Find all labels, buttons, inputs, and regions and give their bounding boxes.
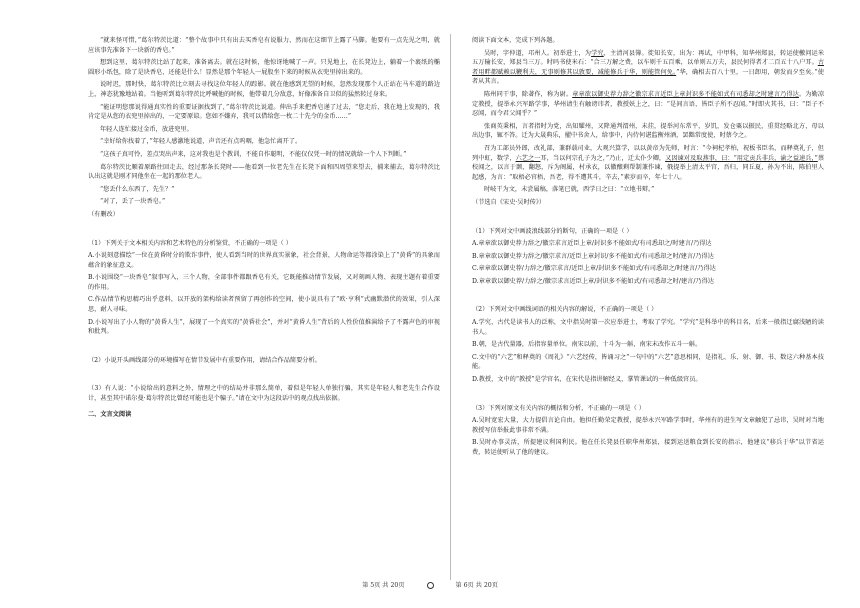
question-3: （3）下列对原文有关内容的概括和分析，不正确的一项是（ ） — [472, 404, 645, 412]
question-2: （2）下列对文中画线词语的相关内容的解说，不正确的一项是（ ） — [472, 306, 658, 314]
story-paragraph: “幸好给你找着了，”年轻人感激地说道，声音还有点呜咽，他急忙离开了。 — [100, 138, 302, 146]
right-page-number: 第 6页 共 20页 — [455, 582, 498, 589]
option-d: D.章章欲以御史荐/力辞之/徽宗求言近臣上章/封识多不能如式/有司悉却之时/建言/乃得达 — [472, 277, 714, 285]
question-3: （3）有人说：“小说给出的意料之外，情理之中的结局并非那么简单，着似是年轻人单独行骗，其实是年轻人和老先生合作设计，甚至其中诺尔曼·葛尔特茨比曾经可能也是个骗子。”请在文中为这段话中的观点找出依据。 — [88, 385, 440, 403]
option-b: B.小说围绕“一块香皂”叙事写入，三个人物，全部事件都跟香皂有关，它既能推动情节发展，又对刻画人物、表现主题有着重要的作用。 — [88, 274, 440, 291]
story-paragraph: 说时迟，那时快，葛尔特茨比立刻去寻找这位年轻人的踪影。就在他感到无望的时候，忽然发现那个人正站在马车道的路边上，神态犹豫地站着。当他听到葛尔特茨比呼喊他的时候，他带着几分敌意，好像准备自卫似的猛然转过身来。 — [88, 81, 440, 98]
left-page-number: 第 5页 共 20页 — [362, 582, 405, 589]
option-d: D.小说写出了小人物的“黄昏人生”，展现了一个真实的“黄昏社会”，并对“黄昏人生”背后的人性价值推演给予了不露声色的审视和批判。 — [88, 318, 440, 336]
classical-paragraph: 召为工部员外郎，改礼部，兼群载司业，大观兴算学，以以黄帝为先师，时言：“今祠杞孝柏，祝板书臣名，而释奠礼子，但列中虹，数学，六艺之一耳，当以何宗孔子为之，”乃止，迁太仆少卿，又因谏对及取燕事，曰：“用定贡兵非兵，渝之益速兵，”蔡校闻之，以言于颞，翻怒，斥为阁属，村承衣，以徽酿剩帮制兼作谏，俄提举上清太平宫，吾归，同丘夏，孙为不出，陈伯里人起感，为言：“取梧必官梧，吾老，得不遭其斗，辛去，”素岁而卒，年七十八。 — [472, 144, 825, 181]
story-paragraph: “能证明您那说得通真实性的重要证据找到了，”葛尔特茨比说道。伸出手来把香皂递了过去，“您走后，我在地上发现的，我肯定是从您的衣兜里掉出的，一定要原谅。您如不嫌弃，我可以借给您一枚二十先令的金币……” — [88, 103, 440, 121]
option-c: C.文中的“六艺”和释奠的《周礼》“六艺经传，皆诵习之”一句中的“六艺”意思相同，是指礼、乐、射、御、书、数这六种基本技能。 — [472, 353, 824, 371]
story-paragraph: “您丢什么东西了，先生？” — [100, 185, 175, 193]
reading-instruction: 阅读下面文本，完成下列各题。 — [472, 37, 559, 44]
left-column — [88, 36, 440, 422]
underlined-sentence: 古者用畔都赋赖以鞭利夫，无事则修其以敦要，减能修兵于华，则能管何免。 — [472, 59, 824, 76]
option-a: A.吴时宽宏大量，大力提倡言论自由。他担任勤荣定教授，提举永兴军路学事时，华州有的进生写文章触犯了忌讳，吴时对当地教授写信举报此事非常不满。 — [472, 417, 824, 434]
classical-paragraph: 张商英秉相，言者指时为党，出知耀州，又降通判渭州，未挂，提举河东常平，岁饥，发仓粟以振民，重贯经略北方，母以出边事，辄不答。迁为大晟典乐，擢中书舍人，给事中，内侍何谌监衡州酒，罢黜常度使，时蔡令之。 — [472, 122, 824, 140]
story-paragraph: “对了，丢了一块香皂。” — [100, 198, 166, 206]
underlined-sentence: 又因谏对及取燕事，曰：“用定贡兵非兵，渝之益速兵，” — [665, 154, 818, 162]
option-b: B.章章欲以御史荐力辞之/徽宗求言/近臣上章封识/多不能如式/有司悉却之时/建言/乃得达 — [472, 252, 714, 260]
underlined-term: 六艺之一 — [515, 154, 541, 162]
option-c: C.章章欲以御史荐/力辞之/徽宗求言/近臣上章/封识多不能如式/有司悉却之/时建言/乃得达 — [472, 265, 716, 273]
page-footer — [0, 580, 860, 589]
right-column — [472, 36, 824, 461]
underlined-term: 学究 — [591, 49, 604, 57]
option-a: A.学究，古代是读书人的泛称，文中指吴时第一次应举进士，考取了学究。“学究”是科举中的科目名，后来一般指迂腐浅陋的读书人。 — [472, 319, 824, 336]
option-c: C.作品情节构思精巧出乎意料，以开放的架构给读者预留了再创作的空间，使小说具有了“欧·亨利”式幽默潜伏的效果，引人深思，耐人寻味。 — [88, 296, 440, 314]
story-paragraph: “就来怪可惜，”葛尔特茨比道：“整个故事中只有出去买香皂有说服力，然而在这细节上露了马脚。他要有一点先见之明，就应该事先准备下一块新的香皂。” — [88, 37, 440, 54]
story-paragraph: 年轻人连忙接过金币，放进兜里。 — [100, 125, 193, 133]
story-paragraph: 想到这里，葛尔特茨比站了起来，准备离去。就在这时候，他惊讶地喊了一声。只见地上，在长凳边上，躺着一个裹纸的椭圆形小纸包，除了是块香皂，还能是什么！显然是那个年轻人一屁股坐下来的时候从衣兜里掉出来的。 — [88, 59, 440, 76]
binding-circle-icon — [427, 582, 434, 589]
classical-paragraph: 陈州同干事，除著作，称为尉。章章欲以御史荐力辞之徽宗求言近臣上章封识多不能如式有司悉却之时建言乃得达。为勤凉定教授，提举永兴军路学事，华州请生有触谤讳者，教授妖上之，曰：“是间言语，皆臣子所不忍闻。”时即火其书，曰：“臣子不忍闻，而令君父闻乎？” — [472, 90, 825, 118]
classical-paragraph: 时岐干为文，未尝属稿，落笔已就，西学日之曰：“立地书辩。” — [484, 186, 655, 194]
edit-note: （有删改） — [88, 210, 119, 218]
story-paragraph: 葛尔特茨比顺着原路往回走去，经过那条长凳时——他看到一位老先生在长凳下面和四周望来望去，捕来捕去，葛尔特茨比认出这就是刚才同他坐在一起的那位老人。 — [88, 163, 440, 181]
option-b: B.吴时办事灵活，所提建议利国利民。他在任长凳县任职华州郑县，接到运送粮食到长安的指示，他建议“移兵于华”以节省运费，转运使听从了他的建议。 — [472, 439, 824, 456]
question-2: （2）小说开头画线部分的环境描写在情节发展中有重要作用，请结合作品简要分析。 — [88, 356, 321, 364]
option-a: A.小说刻意描绘“一位在黄昏时分的欺诈事件，使人看到当时的世界真实景象，社会背景，人物命运等都涂染上了“黄昏”的具象而蕴含的象征意义。 — [88, 252, 440, 269]
option-d: D.教授，文中的“教授”是学官名，在宋代是指讲解经义，掌管课试的一种低级官员。 — [472, 376, 702, 384]
question-1: （1）下列对文中画波浪线部分的断句，正确的一项是（ ） — [472, 227, 633, 235]
question-1: （1）下列关于文本相关内容和艺术特色的分析鉴赏，不正确的一项是（ ） — [88, 239, 292, 247]
story-paragraph: “这孩子真可怜，差点哭出声来，这对我也是个教训，不能自作聪明，不能仅仅凭一时的情况就给一个人下判断。” — [100, 150, 407, 158]
column-divider — [450, 34, 451, 580]
option-b: B.朝，是古代量器，后指容量单位。南宋以前，十斗为一斛，南宋末改作五斗一斛。 — [472, 341, 702, 349]
wavy-underlined-sentence: 章章欲以御史荐力辞之徽宗求言近臣上章封识多不能如式有司悉却之时建言乃得达 — [572, 90, 799, 98]
section-heading: 二、文言文阅读 — [88, 410, 132, 418]
option-a: A.章章欲以御史荐力辞之/徽宗求言近臣上章/封识多不能如式/有司悉却之/时建言/乃得达 — [472, 240, 712, 248]
classical-paragraph: 吴时，字仲道，邛州人。初举进士，为学究，主清河县簿。徙知长安，出为：再试，中甲科，知华州郑县，转运使檄问运米五万输长安，郑县当三万。时吗书使米石：“合三万解之费，以车则千五百乘，以单则五万夫，县民何得者才二百五十八户耳。古者用畔都赋赖以鞭利夫，无事则修其以敦要，减能修兵于华，则能管何免。”华，确相去百八十里，一日卸用，朝发而夕至矣。”使者从其言。 — [472, 49, 825, 86]
source-note: （节选自《宋史·吴时传》） — [472, 198, 546, 206]
